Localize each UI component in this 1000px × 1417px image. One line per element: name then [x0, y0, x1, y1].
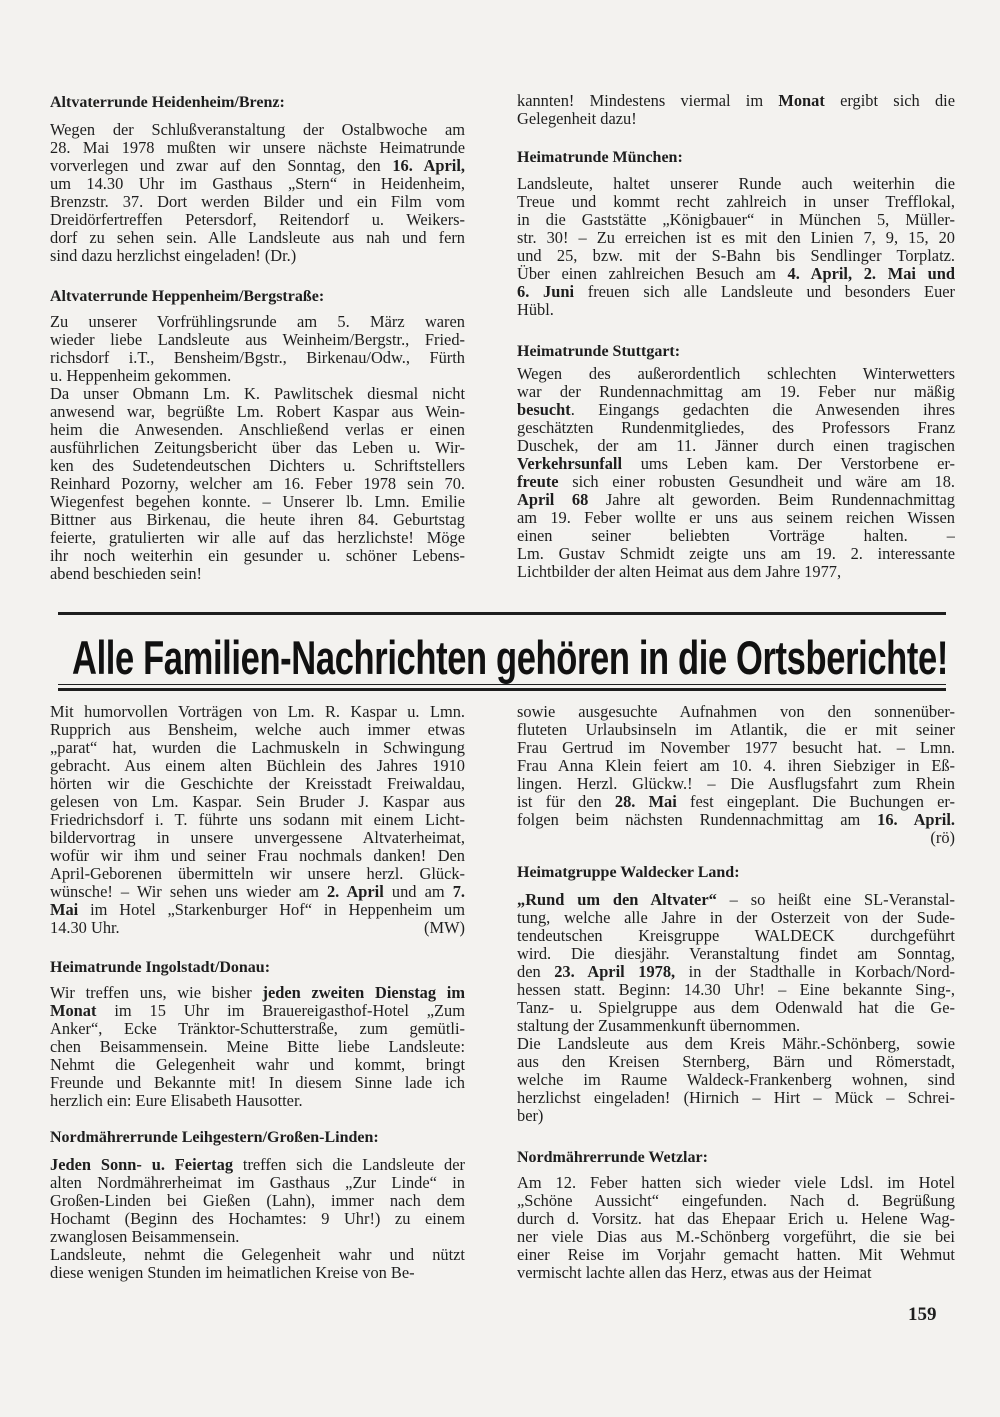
bold-text: 7.: [452, 883, 465, 901]
bold-text: Jeden Sonn- u. Feiertag: [50, 1156, 234, 1174]
text-line: Tanz- u. Spielgruppe aus dem Odenwald hat die Ge-: [517, 999, 955, 1017]
text-segment: wünsche! – Wir sehen uns wieder am: [50, 883, 327, 901]
bold-text: Mai: [50, 901, 79, 919]
text-line: in die Gaststätte „Königbauer“ in München 5, Müller-: [517, 211, 955, 229]
text-line: ber): [517, 1107, 544, 1125]
text-line: Gelegenheit dazu!: [517, 110, 637, 128]
article-paragraph: [517, 703, 955, 847]
text-line: Wegen der Schlußveranstaltung der Ostalbwoche am: [50, 121, 465, 139]
text-line: str. 30! – Zu erreichen ist es mit den Linien 7, 9, 15, 20: [517, 229, 955, 247]
section-heading: [50, 959, 465, 977]
text-line: dorf zu sehen sein. Alle Landsleute aus nah und fern: [50, 229, 465, 247]
bold-text: Verkehrsunfall: [517, 455, 623, 473]
text-segment: . Eingangs gedachten die Anwesenden ihres: [570, 401, 955, 419]
article-paragraph: [50, 984, 465, 1110]
heading-text: Heimatrunde München:: [517, 149, 683, 166]
bold-text: 4. April, 2. Mai und: [787, 265, 955, 283]
text-line: Großen-Linden bei Gießen (Lahn), immer nach dem: [50, 1192, 465, 1210]
text-line: wird. Die diesjähr. Veranstaltung findet am Sonntag,: [517, 945, 955, 963]
text-segment: im 15 Uhr im Brauereigasthof-Hotel „Zum: [96, 1002, 465, 1020]
text-line: Lichtbilder der alten Heimat aus dem Jahre 1977,: [517, 563, 842, 581]
text-line: [50, 157, 465, 175]
text-line: anwesend war, begrüßte Lm. Robert Kaspar aus Wein-: [50, 403, 465, 421]
text-line: alten Nordmährerheimat im Gasthaus „Zur Linde“ in: [50, 1174, 465, 1192]
text-segment: ergibt sich die: [824, 92, 955, 110]
text-line: um 14.30 Uhr im Gasthaus „Stern“ in Heidenheim,: [50, 175, 465, 193]
text-line: [517, 963, 955, 981]
text-line: herzlichst eingeladen! (Hirnich – Hirt – Mück – Schrei-: [517, 1089, 955, 1107]
text-segment: Über einen zahlreichen Besuch am: [517, 265, 788, 283]
bold-text: jeden zweiten Dienstag im: [262, 984, 465, 1002]
text-line: Rupprich aus Bensheim, welche auch immer etwas: [50, 721, 465, 739]
article-paragraph: [50, 1156, 465, 1246]
article-paragraph: [517, 891, 955, 1035]
text-line: diese wenigen Stunden im heimatlichen Kreise von Be-: [50, 1264, 415, 1282]
text-line: sind dazu herzlichst eingeladen! (Dr.): [50, 247, 297, 265]
text-line: [50, 1156, 465, 1174]
article-paragraph: [517, 365, 955, 581]
text-line: [517, 455, 955, 473]
text-segment: sich einer robusten Gesundheit und wäre am 18.: [558, 473, 955, 491]
article-paragraph: [517, 92, 955, 128]
banner: [72, 632, 948, 684]
text-line: abend beschieden sein!: [50, 565, 203, 583]
bold-text: 28. Mai: [614, 793, 677, 811]
text-line: wofür wir ihm und seiner Frau nochmals danken! Den: [50, 847, 465, 865]
article-paragraph: [517, 1035, 955, 1125]
banner-headline: Alle Familien-Nachrichten gehören in die Ortsberichte!: [72, 631, 948, 684]
text-line: Landsleute, nehmt die Gelegenheit wahr und nützt: [50, 1246, 465, 1264]
heading-text: Heimatrunde Ingolstadt/Donau:: [50, 959, 271, 976]
text-line: Mit humorvollen Vorträgen von Lm. R. Kaspar u. Lmn.: [50, 703, 465, 721]
text-line: Treue und kommt recht zahlreich in unser Trefflokal,: [517, 193, 955, 211]
section-heading: [50, 288, 465, 306]
text-line: geschätzten Rundenmitgliedes, des Professors Franz: [517, 419, 955, 437]
text-line: war der Rundennachmittag am 19. Feber nur mäßig: [517, 383, 955, 401]
text-segment: freuen sich alle Landsleute und besonders Euer: [574, 283, 955, 301]
text-line: richsdorf i.T., Bensheim/Bgstr., Birkenau/Odw., Fürth: [50, 349, 465, 367]
text-line: Brenzstr. 37. Dort werden Bilder und ein Film vom: [50, 193, 465, 211]
text-line: und 25, bzw. mit der S-Bahn bis Sendlinger Torplatz.: [517, 247, 955, 265]
section-heading: [50, 1129, 465, 1147]
text-line: chen Beisammensein. Meine Bitte liebe Landsleute:: [50, 1038, 465, 1056]
text-segment: und am: [383, 883, 453, 901]
bold-text: 16. April,: [392, 157, 465, 175]
text-line: Wiegenfest begehen konnte. – Unserer lb. Lmn. Emilie: [50, 493, 465, 511]
bold-text: April 68: [517, 491, 589, 509]
text-line: Frau Gertrud im November 1977 besucht hat. – Lmn.: [517, 739, 955, 757]
text-line: gelesen von Lm. Kaspar. Sein Bruder J. Kaspar aus: [50, 793, 465, 811]
text-line: [517, 891, 955, 909]
text-line: heim die Anwesenden. Anschließend verlas er einen: [50, 421, 465, 439]
text-segment: den: [517, 963, 555, 981]
text-line: Wegen des außerordentlich schlechten Winterwetters: [517, 365, 955, 383]
bold-text: 16. April.: [877, 811, 955, 829]
bold-text: besucht: [517, 401, 571, 419]
text-line: tung, welche alle Jahre in der Osterzeit von der Sude-: [517, 909, 955, 927]
heading-text: Heimatrunde Stuttgart:: [517, 343, 681, 360]
bold-text: Monat: [778, 92, 825, 110]
text-line: durch d. Vorsitz. hat das Ehepaar Erich u. Helene Wag-: [517, 1210, 955, 1228]
text-line: April-Geborenen übermitteln wir unsere herzl. Glück-: [50, 865, 465, 883]
text-line: [50, 901, 465, 919]
text-segment: ums Leben kam. Der Verstorbene er-: [622, 455, 955, 473]
section-heading: [517, 864, 955, 882]
bottom-rule-thin: [58, 684, 946, 685]
text-line: u. Heppenheim gekommen.: [50, 367, 232, 385]
text-line: feierte, gratulierten wir alle auf das herzlichste! Möge: [50, 529, 465, 547]
text-segment: Jahre alt geworden. Beim Rundennachmittag: [588, 491, 955, 509]
article-paragraph: [50, 1246, 465, 1282]
text-line: Freunde und Bekannte mit! In diesem Sinne lade ich: [50, 1074, 465, 1092]
text-segment: 14.30 Uhr.: [50, 919, 120, 937]
text-line: aus den Kreisen Sternberg, Bärn und Römerstadt,: [517, 1053, 955, 1071]
text-line: [517, 283, 955, 301]
text-line: fluteten Urlaubsinseln im Atlantik, die er mit seiner: [517, 721, 955, 739]
text-line: ken des Sudetendeutschen Dichters u. Schriftstellers: [50, 457, 465, 475]
text-segment: im Hotel „Starkenburger Hof“ in Heppenheim um: [78, 901, 465, 919]
text-segment: – so heißt eine SL-Veranstal-: [716, 891, 955, 909]
article-paragraph: [50, 313, 465, 385]
text-line: wieder liebe Landsleute aus Weinheim/Bergstr., Fried-: [50, 331, 465, 349]
text-line: Friedrichsdorf i. T. führte uns sodann mit einem Licht-: [50, 811, 465, 829]
text-line: Hübl.: [517, 301, 554, 319]
text-segment: ist für den: [517, 793, 615, 811]
text-line: sowie ausgesuchte Aufnahmen von den sonnenüber-: [517, 703, 955, 721]
section-heading: [517, 149, 955, 167]
text-line: Hochamt (Beginn des Hochamtes: 9 Uhr!) zu einem: [50, 1210, 465, 1228]
text-line: hörten wir die Geschichte der Kreisstadt Freiwaldau,: [50, 775, 465, 793]
text-line: ausführlichen Zeitungsbericht über das Leben u. Wir-: [50, 439, 465, 457]
heading-text: Nordmährerrunde Leihgestern/Großen-Linden:: [50, 1129, 379, 1146]
text-line: [517, 829, 955, 847]
text-line: [517, 265, 955, 283]
text-line: Reinhard Pozorny, welcher am 16. Feber 1978 sein 70.: [50, 475, 465, 493]
text-segment: treffen sich die Landsleute der: [233, 1156, 465, 1174]
text-line: Dreidörfertreffen Petersdorf, Reitendorf u. Weikers-: [50, 211, 465, 229]
section-heading: [517, 1149, 955, 1167]
text-line: [517, 793, 955, 811]
author-initials: (MW): [424, 919, 465, 937]
text-line: „Schöne Aussicht“ eingefunden. Nach d. Begrüßung: [517, 1192, 955, 1210]
text-line: Am 12. Feber hatten sich wieder viele Ldsl. im Hotel: [517, 1174, 955, 1192]
text-line: [50, 919, 465, 937]
text-line: herzlich ein: Eure Elisabeth Hausotter.: [50, 1092, 303, 1110]
text-line: [50, 984, 465, 1002]
bold-text: 2. April: [326, 883, 384, 901]
section-heading: [50, 94, 465, 112]
text-line: [517, 811, 955, 829]
author-initials: (rö): [930, 829, 955, 847]
text-line: Die Landsleute aus dem Kreis Mähr.-Schönberg, sowie: [517, 1035, 955, 1053]
text-line: Zu unserer Vorfrühlingsrunde am 5. März waren: [50, 313, 465, 331]
text-segment: fest eingeplant. Die Buchungen er-: [676, 793, 955, 811]
text-line: einer Reise im Vorjahr gemacht hatten. Mit Wehmut: [517, 1246, 955, 1264]
section-heading: [517, 343, 955, 361]
text-segment: Wir treffen uns, wie bisher: [50, 984, 263, 1002]
text-line: ihr noch weiterhin ein gesunder u. schöner Lebens-: [50, 547, 465, 565]
text-line: Da unser Obmann Lm. K. Pawlitschek diesmal nicht: [50, 385, 465, 403]
heading-text: Heimatgruppe Waldecker Land:: [517, 864, 740, 881]
text-line: „parat“ hat, wurden die Lachmuskeln in Schwingung: [50, 739, 465, 757]
text-line: 28. Mai 1978 mußten wir unsere nächste Heimatrunde: [50, 139, 465, 157]
text-segment: folgen beim nächsten Rundennachmittag am: [517, 811, 878, 829]
bold-text: 6. Juni: [517, 283, 575, 301]
text-line: hessen statt. Beginn: 14.30 Uhr! – Eine bekannte Sing-,: [517, 981, 955, 999]
text-line: [517, 401, 955, 419]
text-line: Frau Anna Klein feiert am 10. 4. ihren Siebziger in Eß-: [517, 757, 955, 775]
text-line: gebracht. Aus einem alten Büchlein des Jahres 1910: [50, 757, 465, 775]
text-line: [517, 473, 955, 491]
text-line: vermischt lachte allen das Herz, etwas aus der Heimat: [517, 1264, 872, 1282]
article-paragraph: [517, 1174, 955, 1282]
text-line: welche im Raume Waldeck-Frankenberg wohnen, sind: [517, 1071, 955, 1089]
bold-text: 23. April 1978,: [554, 963, 676, 981]
article-paragraph: [50, 121, 465, 265]
text-segment: in der Stadthalle in Korbach/Nord-: [675, 963, 955, 981]
bold-text: freute: [517, 473, 559, 491]
article-paragraph: [517, 175, 955, 319]
text-line: Anker“, Ecke Tränktor-Schutterstraße, zum gemütli-: [50, 1020, 465, 1038]
text-line: Landsleute, haltet unserer Runde auch weiterhin die: [517, 175, 955, 193]
text-line: Bittner aus Birkenau, die heute ihren 84. Geburtstag: [50, 511, 465, 529]
text-line: ner viele Dias aus M.-Schönberg vorgeführt, die sie bei: [517, 1228, 955, 1246]
text-segment: kannten! Mindestens viermal im: [517, 92, 779, 110]
bottom-rule: [58, 688, 946, 691]
text-line: Nehmt die Gelegenheit wahr und kommt, bringt: [50, 1056, 465, 1074]
heading-text: Altvaterrunde Heppenheim/Bergstraße:: [50, 288, 325, 305]
text-line: [517, 491, 955, 509]
top-rule: [58, 612, 946, 615]
text-line: bildervortrag in unsere unvergessene Altvaterheimat,: [50, 829, 465, 847]
text-line: Lm. Gustav Schmidt zeigte uns am 19. 2. interessante: [517, 545, 955, 563]
heading-text: Nordmährerrunde Wetzlar:: [517, 1149, 708, 1166]
text-line: zwanglosen Beisammensein.: [50, 1228, 240, 1246]
text-line: Duschek, der am 11. Jänner durch einen tragischen: [517, 437, 955, 455]
text-line: lingen. Herzl. Glückw.! – Die Ausflugsfahrt zum Rhein: [517, 775, 955, 793]
article-paragraph: [50, 703, 465, 937]
text-line: [50, 883, 465, 901]
page-number: 159: [908, 1304, 937, 1325]
bold-text: Monat: [50, 1002, 97, 1020]
text-line: staltung der Zusammenkunft übernommen.: [517, 1017, 801, 1035]
text-line: [50, 1002, 465, 1020]
text-segment: vorverlegen und zwar auf den Sonntag, den: [50, 157, 393, 175]
text-line: am 19. Feber wollte er uns aus seinem reichen Wissen: [517, 509, 955, 527]
article-paragraph: [50, 385, 465, 583]
heading-text: Altvaterrunde Heidenheim/Brenz:: [50, 94, 285, 111]
text-line: tendeutschen Kreisgruppe WALDECK durchgeführt: [517, 927, 955, 945]
text-line: einen seiner beliebten Vorträge halten. –: [517, 527, 955, 545]
text-line: [517, 92, 955, 110]
bold-text: „Rund um den Altvater“: [517, 891, 717, 909]
